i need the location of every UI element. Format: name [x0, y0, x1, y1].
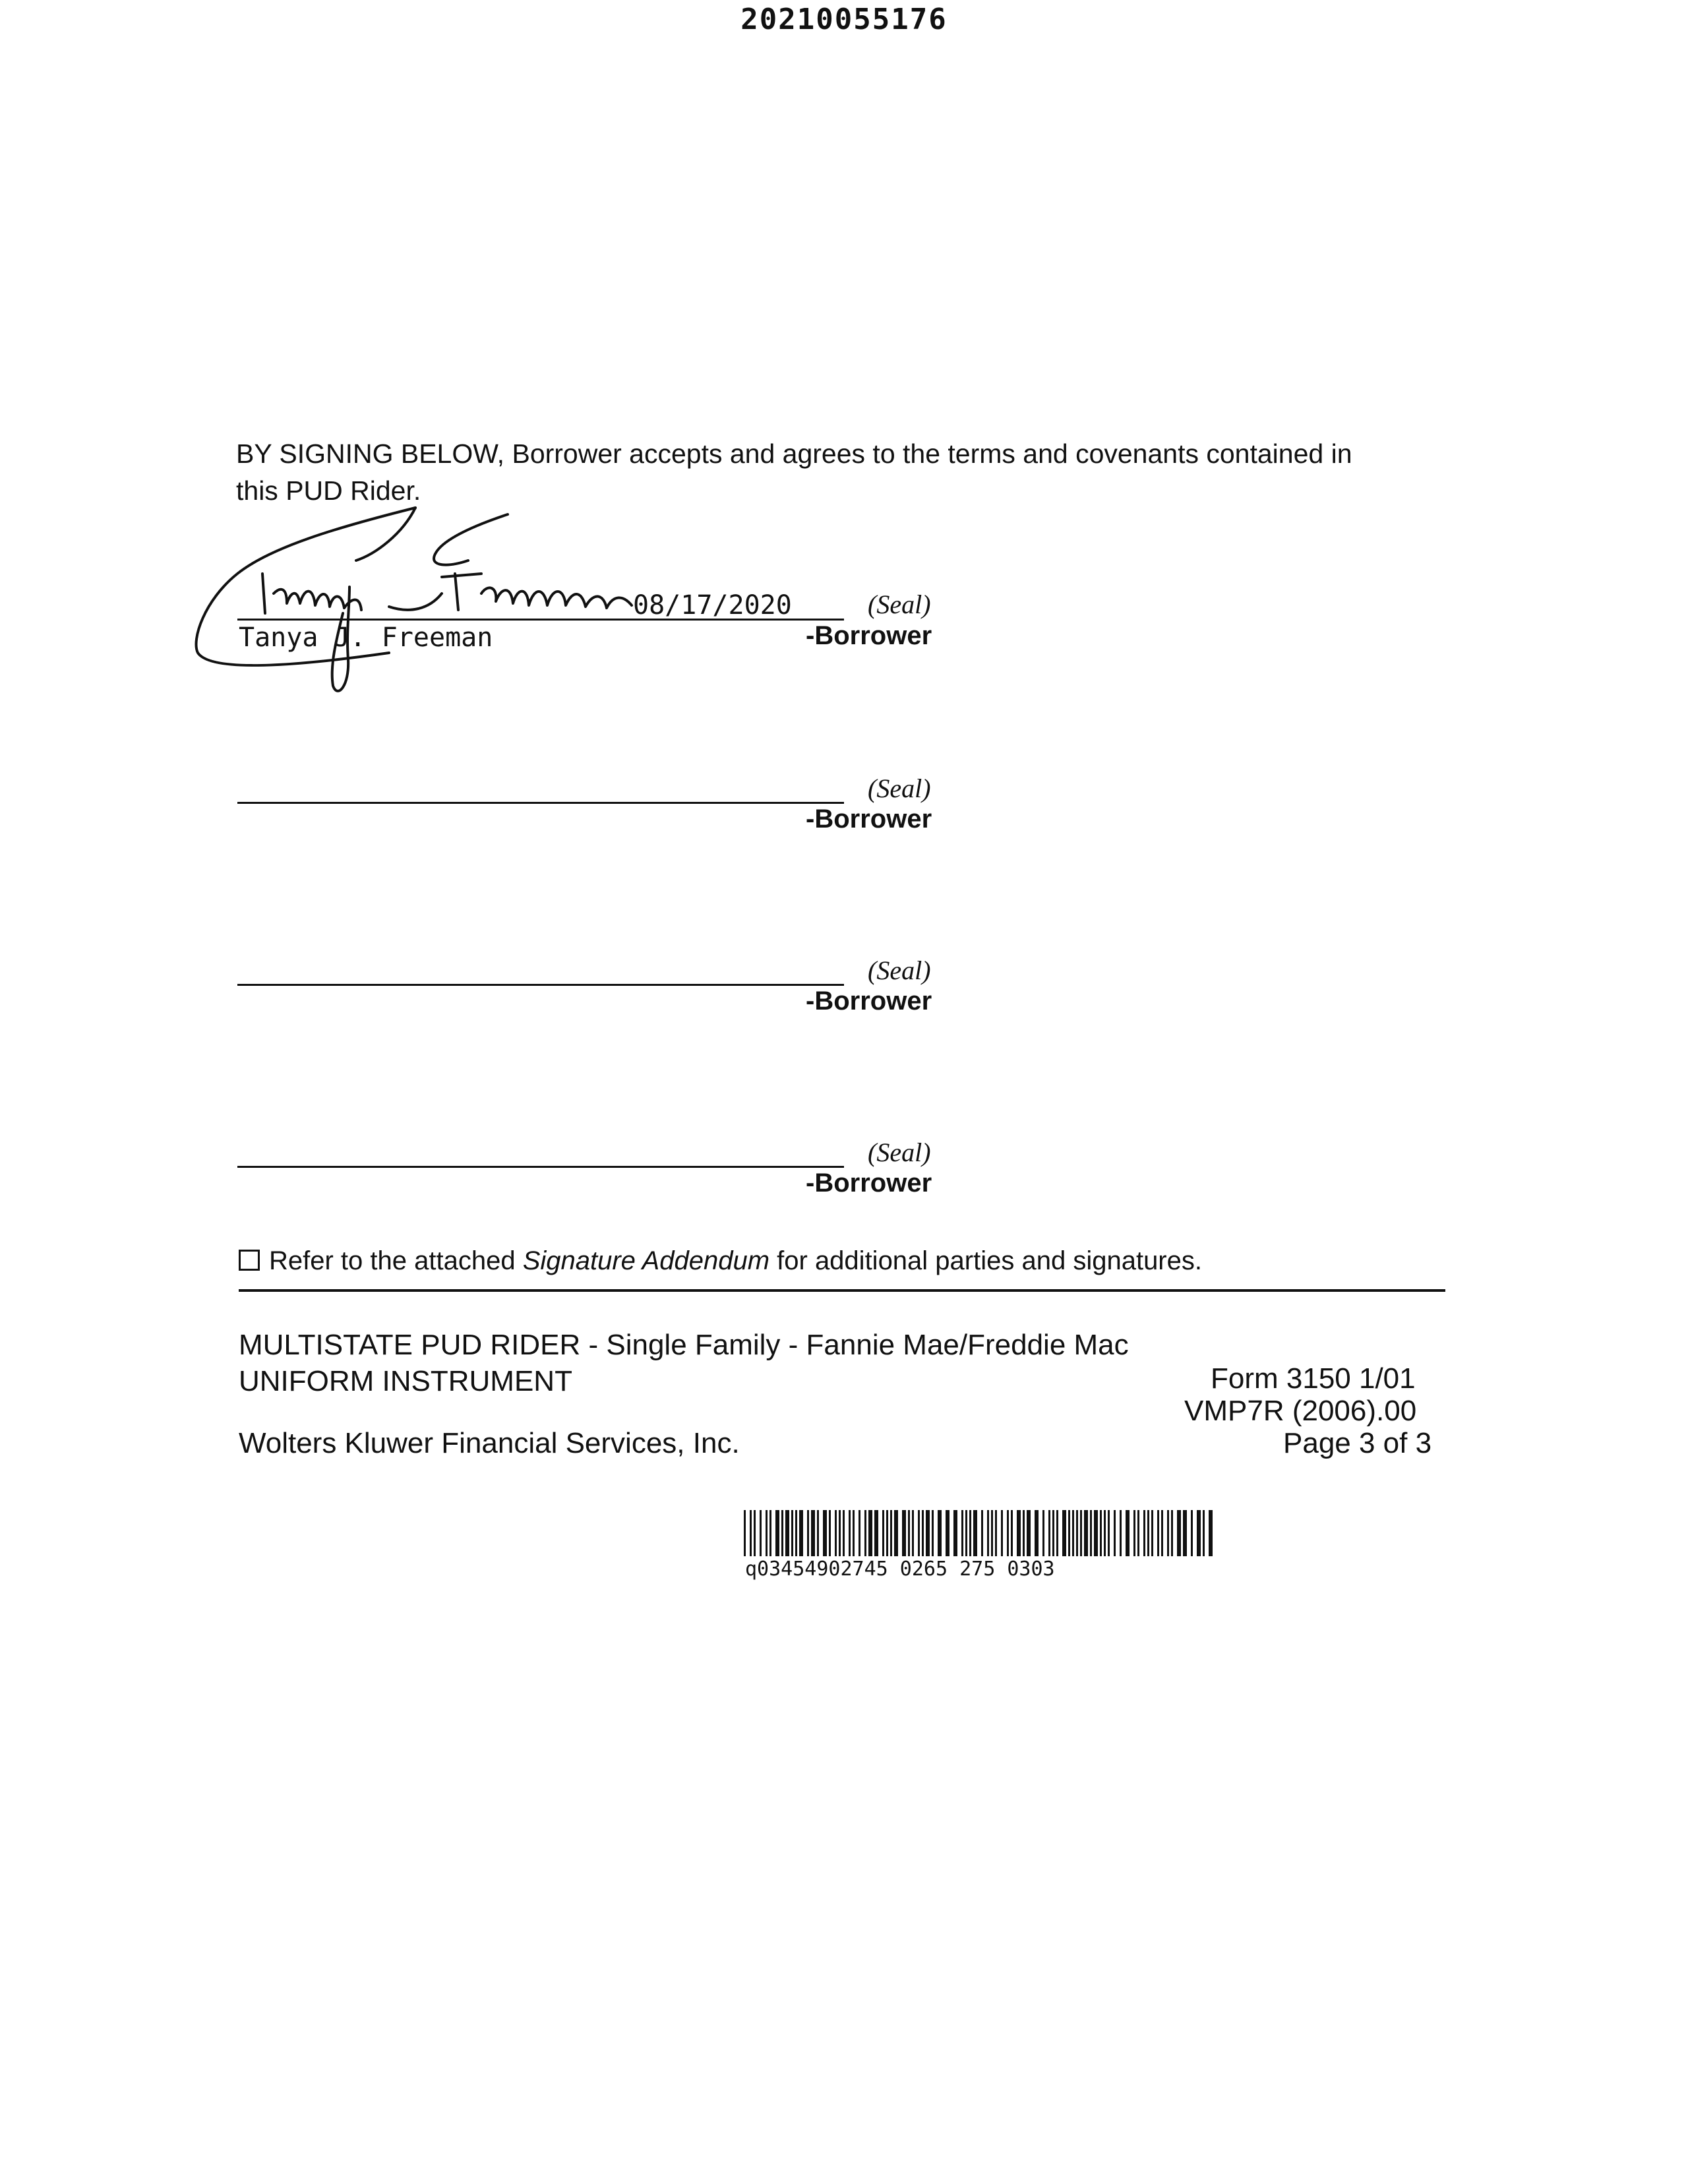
barcode-bar	[843, 1510, 845, 1556]
barcode-bar	[1126, 1510, 1130, 1556]
barcode-bar	[807, 1510, 809, 1556]
seal-label: (Seal)	[868, 956, 931, 985]
barcode-bar	[969, 1510, 971, 1556]
form-number: Form 3150 1/01	[1211, 1362, 1416, 1395]
barcode-bar	[890, 1510, 892, 1556]
barcode-bar	[839, 1510, 841, 1556]
barcode-bar	[1147, 1510, 1149, 1556]
signature-line	[237, 619, 844, 621]
barcode-bar	[835, 1510, 837, 1556]
barcode-bar	[769, 1510, 771, 1556]
form-title: MULTISTATE PUD RIDER - Single Family - Fannie Mae/Freddie Mac	[239, 1329, 1129, 1361]
barcode-bar	[1084, 1510, 1088, 1556]
barcode-bar	[922, 1510, 924, 1556]
intro-line-1: BY SIGNING BELOW, Borrower accepts and agrees to the terms and covenants contained in	[236, 439, 1352, 469]
barcode-bar	[829, 1510, 831, 1556]
signature-line	[237, 802, 844, 804]
barcode-bar	[1052, 1510, 1054, 1556]
barcode-bar	[744, 1510, 746, 1556]
barcode-bar	[1209, 1510, 1213, 1556]
barcode-bar	[1080, 1510, 1082, 1556]
barcode-bar	[849, 1510, 851, 1556]
seal-label: (Seal)	[868, 1138, 931, 1167]
barcode-bar	[1167, 1510, 1169, 1556]
barcode-bar	[938, 1510, 942, 1556]
barcode-bar	[1171, 1510, 1173, 1556]
barcode-bar	[926, 1510, 930, 1556]
barcode-bar	[868, 1510, 872, 1556]
barcode-bar	[987, 1510, 989, 1556]
borrower-label: -Borrower	[806, 804, 932, 834]
barcode-bar	[859, 1510, 860, 1556]
barcode-bar	[961, 1510, 963, 1556]
barcode-bar	[886, 1510, 888, 1556]
barcode-bar	[781, 1510, 783, 1556]
barcode-bar	[912, 1510, 914, 1556]
barcode-bar	[799, 1510, 803, 1556]
barcode-bar	[1137, 1510, 1139, 1556]
barcode-bar	[874, 1510, 878, 1556]
barcode-bar	[1042, 1510, 1044, 1556]
barcode-bar	[811, 1510, 815, 1556]
barcode-bar	[981, 1510, 983, 1556]
barcode-bar	[750, 1510, 752, 1556]
signature-line	[237, 984, 844, 986]
barcode-bar	[946, 1510, 950, 1556]
barcode-bar	[754, 1510, 756, 1556]
addendum-prefix: Refer to the attached	[269, 1246, 523, 1275]
addendum-suffix: for additional parties and signatures.	[769, 1246, 1202, 1275]
barcode-bar	[1027, 1510, 1031, 1556]
barcode-bar	[991, 1510, 993, 1556]
barcode-bar	[1104, 1510, 1106, 1556]
barcode-bar	[1161, 1510, 1163, 1556]
barcode-bar	[1143, 1510, 1145, 1556]
barcode-bar	[1120, 1510, 1122, 1556]
barcode-bar	[1203, 1510, 1205, 1556]
seal-label: (Seal)	[868, 590, 931, 619]
barcode-bar	[1017, 1510, 1021, 1556]
barcode-bar	[1151, 1510, 1153, 1556]
signature-date: 08/17/2020	[633, 590, 792, 621]
barcode-bar	[766, 1510, 768, 1556]
barcode	[744, 1510, 1219, 1556]
signature-line	[237, 1166, 844, 1168]
vmp-code: VMP7R (2006).00	[1184, 1395, 1417, 1427]
barcode-bar	[853, 1510, 855, 1556]
barcode-bar	[894, 1510, 898, 1556]
publisher: Wolters Kluwer Financial Services, Inc.	[239, 1427, 740, 1459]
barcode-bar	[908, 1510, 910, 1556]
barcode-bar	[995, 1510, 997, 1556]
barcode-bar	[1094, 1510, 1098, 1556]
barcode-bar	[1133, 1510, 1135, 1556]
barcode-bar	[817, 1510, 819, 1556]
barcode-bar	[1023, 1510, 1025, 1556]
barcode-bar	[1035, 1510, 1039, 1556]
barcode-bar	[1048, 1510, 1050, 1556]
typed-borrower-name: Tanya J. Freeman	[239, 622, 493, 653]
barcode-bar	[932, 1510, 934, 1556]
barcode-bar	[1062, 1510, 1066, 1556]
barcode-bar	[1100, 1510, 1102, 1556]
barcode-bar	[965, 1510, 967, 1556]
barcode-bar	[1183, 1510, 1187, 1556]
footer-divider	[239, 1289, 1445, 1292]
addendum-checkbox[interactable]	[239, 1250, 260, 1271]
barcode-bar	[1001, 1510, 1003, 1556]
barcode-bar	[1108, 1510, 1110, 1556]
barcode-bar	[902, 1510, 906, 1556]
barcode-bar	[775, 1510, 779, 1556]
document-number: 20210055176	[740, 3, 948, 36]
barcode-bar	[1072, 1510, 1074, 1556]
page-number: Page 3 of 3	[1283, 1427, 1432, 1459]
barcode-bar	[1177, 1510, 1181, 1556]
barcode-bar	[760, 1510, 762, 1556]
barcode-bar	[1157, 1510, 1159, 1556]
barcode-bar	[918, 1510, 920, 1556]
borrower-label: -Borrower	[806, 621, 932, 650]
borrower-label: -Borrower	[806, 986, 932, 1016]
barcode-bar	[1056, 1510, 1058, 1556]
barcode-bar	[864, 1510, 866, 1556]
barcode-bar	[785, 1510, 789, 1556]
barcode-bar	[823, 1510, 827, 1556]
barcode-bar	[1197, 1510, 1201, 1556]
barcode-bar	[953, 1510, 957, 1556]
barcode-bar	[1191, 1510, 1193, 1556]
barcode-bar	[1007, 1510, 1009, 1556]
barcode-bar	[1011, 1510, 1013, 1556]
form-subtitle: UNIFORM INSTRUMENT	[239, 1365, 572, 1397]
barcode-bar	[1090, 1510, 1092, 1556]
intro-line-2: this PUD Rider.	[236, 475, 421, 506]
borrower-label: -Borrower	[806, 1168, 932, 1198]
barcode-bar	[1114, 1510, 1116, 1556]
barcode-bar	[973, 1510, 977, 1556]
seal-label: (Seal)	[868, 774, 931, 803]
barcode-bar	[1068, 1510, 1070, 1556]
handwritten-signature	[191, 488, 692, 706]
barcode-bar	[882, 1510, 884, 1556]
barcode-bar	[791, 1510, 793, 1556]
barcode-caption: q03454902745 0265 275 0303	[745, 1558, 1055, 1581]
addendum-emphasis: Signature Addendum	[522, 1246, 770, 1275]
barcode-bar	[1076, 1510, 1078, 1556]
barcode-bar	[795, 1510, 797, 1556]
signature-addendum-notice	[239, 1246, 1202, 1276]
